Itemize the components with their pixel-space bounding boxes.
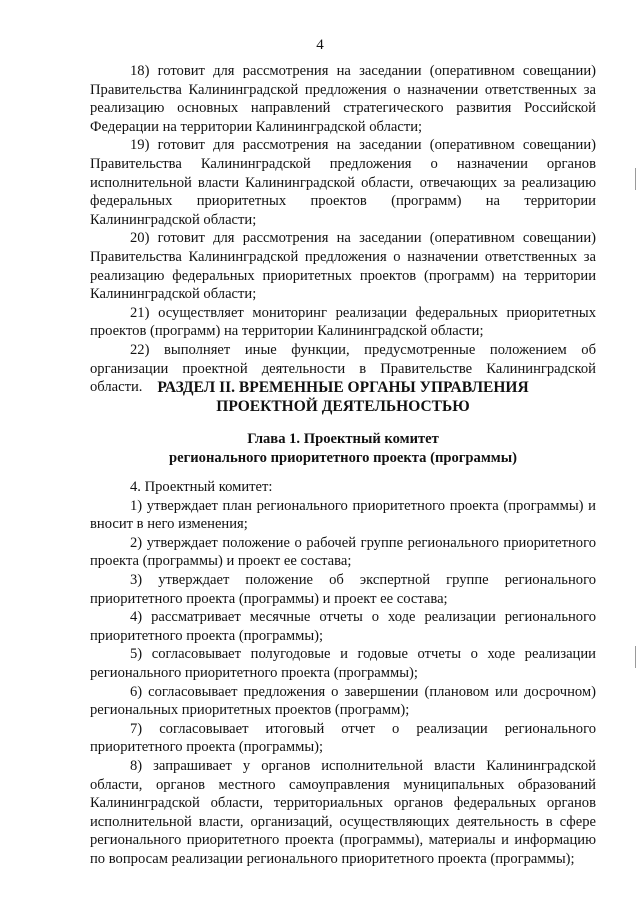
section-title-line1: РАЗДЕЛ II. ВРЕМЕННЫЕ ОРГАНЫ УПРАВЛЕНИЯ (157, 379, 529, 396)
list-item: 19) готовит для рассмотрения на заседании (оперативном совещании) Правительства Калининградской предложения о назначении органов исполнительной власти Калининградской области, отвечающих за реализацию федеральных приоритетных проектов (программ) на территории Калининградской области; (90, 137, 596, 228)
list-item: 8) запрашивает у органов исполнительной власти Калининградской области, органов местного самоуправления муниципальных образований Калининградской области, территориальных органов федеральных органов исполнительной власти, организаций, осуществляющих деятельность в сфере регионального приоритетного проекта (программы), материалы и информацию по вопросам реализации регионального приоритетного проекта (программы); (90, 757, 596, 867)
list-item: 3) утверждает положение об экспертной группе регионального приоритетного проекта (программы) и проект ее состава; (90, 571, 596, 607)
list-item: 22) выполняет иные функции, предусмотренные положением об организации проектной деятельности в Правительстве Калининградской области. (90, 341, 596, 396)
top-items-list (90, 62, 596, 397)
list-item: 20) готовит для рассмотрения на заседании (оперативном совещании) Правительства Калининградской предложения о назначении ответственных за реализацию федеральных приоритетных проектов (программ) на территории Калининградской области; (90, 230, 596, 303)
chapter-title-line2: регионального приоритетного проекта (программы) (169, 449, 517, 466)
list-item: 1) утверждает план регионального приоритетного проекта (программы) и вносит в него изменения; (90, 497, 596, 533)
list-item: 21) осуществляет мониторинг реализации федеральных приоритетных проектов (программ) на территории Калининградской области; (90, 304, 596, 340)
section-heading (90, 378, 596, 416)
chapter-heading (90, 430, 596, 467)
section-title-line2: ПРОЕКТНОЙ ДЕЯТЕЛЬНОСТЬЮ (216, 398, 470, 415)
list-item: 18) готовит для рассмотрения на заседании (оперативном совещании) Правительства Калининградской предложения о назначении ответственных за реализацию основных направлений стратегического развития Российской Федерации на территории Калининградской области; (90, 63, 596, 135)
scan-edge-mark (635, 168, 636, 190)
list-item: 2) утверждает положение о рабочей группе регионального приоритетного проекта (программы) и проект ее состава; (90, 534, 596, 570)
page-number: 4 (316, 37, 324, 53)
clause-intro: 4. Проектный комитет: (130, 479, 273, 495)
list-item: 5) согласовывает полугодовые и годовые отчеты о ходе реализации регионального приоритетного проекта (программы); (90, 646, 596, 681)
scan-edge-mark (635, 646, 636, 668)
list-item: 7) согласовывает итоговый отчет о реализации регионального приоритетного проекта (программы); (90, 720, 596, 756)
chapter-title-line1: Глава 1. Проектный комитет (247, 431, 439, 447)
clause-list (90, 478, 596, 868)
list-item: 6) согласовывает предложения о завершении (плановом или досрочном) региональных приоритетных проектов (программ); (90, 683, 596, 719)
list-item: 4) рассматривает месячные отчеты о ходе реализации регионального приоритетного проекта (программы); (90, 609, 596, 644)
